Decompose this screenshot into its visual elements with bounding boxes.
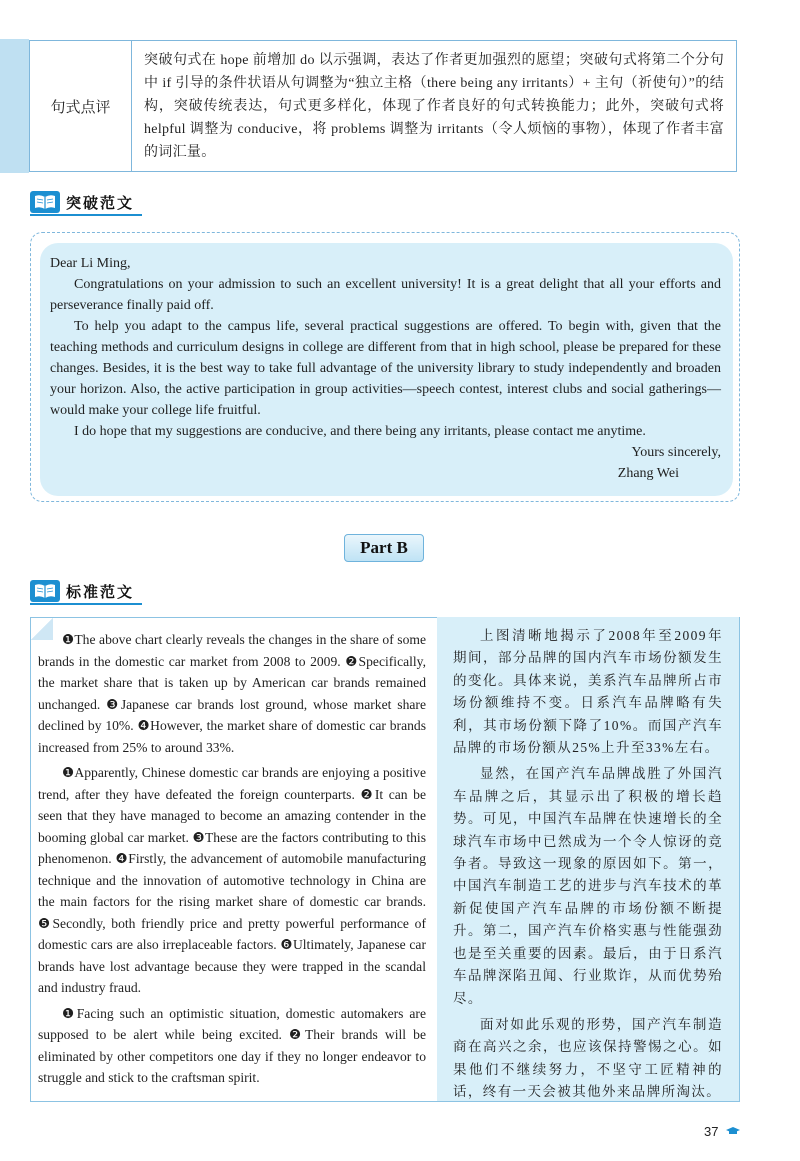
english-paragraph-3: ❶Facing such an optimistic situation, domestic automakers are supposed to be alert while being excited. ❷Their brands will be eliminated by other competitors one day if they no longer endeavor to struggle and stick to the craftsman spirit. [38, 1005, 426, 1085]
heading-underline [30, 603, 142, 605]
open-book-icon [30, 191, 60, 213]
chinese-translation [437, 617, 739, 1101]
chinese-paragraph-3: 面对如此乐观的形势，国产汽车制造商在高兴之余，也应该保持警惕之心。如果他们不继续努力，不坚守工匠精神的话，终有一天会被其他外来品牌所淘汰。 [453, 1016, 723, 1100]
section-heading-breakthrough [30, 189, 134, 215]
letter-signature: Zhang Wei [617, 466, 679, 481]
letter-paragraph-2: To help you adapt to the campus life, several practical suggestions are offered. To begin with, given that the teaching methods and curriculum designs in college are different from that in high school, please be prepared for these changes. Besides, it is the best way to take full advantage of the university library to study independently and broaden your horizon. Also, the active participation in group activities—speech contest, interest clubs and social gatherings—would make your college life fruitful. [50, 319, 721, 418]
open-book-icon [30, 580, 60, 602]
letter-salutation: Dear Li Ming, [50, 256, 131, 271]
chinese-paragraph-1: 上图清晰地揭示了2008年至2009年期间，部分品牌的国内汽车市场份额发生的变化。具体来说，美系汽车品牌所占市场份额维持不变。日系汽车品牌略有失利，其市场份额下降了10%。而国产汽车品牌的市场份额从25%上升至33%左右。 [453, 628, 723, 756]
letter-closing: Yours sincerely, [631, 445, 721, 460]
part-b-badge: Part B [344, 534, 424, 562]
review-label: 句式点评 [30, 41, 132, 171]
model-letter [40, 243, 733, 496]
review-text: 突破句式在 hope 前增加 do 以示强调，表达了作者更加强烈的愿望；突破句式将第二个分句中 if 引导的条件状语从句调整为“独立主格（there being any irritants）+ 主句（祈使句）”的结构，突破传统表达，句式更多样化，体现了作者良好的句式转换能力；此外，突破句式将 helpful 调整为 conducive，将 problems 调整为 irritants（令人烦恼的事物），体现了作者丰富的词汇量。 [144, 53, 724, 160]
english-paragraph-1: ❶The above chart clearly reveals the changes in the share of some brands in the domestic car market from 2008 to 2009. ❷Specifically, the market share that is taken up by American car brands remained unchanged. ❸Japanese car brands lost ground, whose market share declined by 10%. ❹However, the market share of domestic car brands increased from 25% to around 33%. [38, 632, 426, 755]
sentence-review-table [29, 40, 737, 172]
heading-underline [30, 214, 142, 216]
letter-paragraph-3: I do hope that my suggestions are conducive, and there being any irritants, please contact me anytime. [74, 424, 646, 439]
letter-paragraph-1: Congratulations on your admission to such an excellent university! It is a great delight that all your efforts and perseverance finally paid off. [50, 277, 721, 313]
english-paragraph-2: ❶Apparently, Chinese domestic car brands are enjoying a positive trend, after they have defeated the foreign counterparts. ❷It can be seen that they have managed to become an amazing contender in the booming global car market. ❸These are the factors contributing to this phenomenon. ❹Firstly, the advancement of automobile manufacturing technique and the innovation of automotive technology in China are the main factors for the rising market share of domestic car brands. ❺Secondly, both friendly price and pretty powerful performance of domestic cars are also irreplaceable factors. ❻Ultimately, Japanese car brands have lost advantage because they were trapped in the scandal and industry fraud. [38, 765, 426, 995]
table-side-strip [0, 39, 29, 173]
section-heading-standard [30, 578, 134, 604]
graduation-cap-icon [726, 1127, 740, 1135]
page-number: 37 [704, 1124, 719, 1139]
chinese-paragraph-2: 显然，在国产汽车品牌战胜了外国汽车品牌之后，其显示出了积极的增长趋势。可见，中国汽车品牌在快速增长的全球汽车市场中已然成为一个令人惊讶的竞争者。导致这一现象的原因如下。第一，中国汽车制造工艺的进步与汽车技术的革新促使国产汽车品牌的市场份额不断提升。第二，国产汽车价格实惠与性能强劲也是至关重要的因素。最后，由于日系汽车品牌深陷丑闻、行业欺诈，从而优势殆尽。 [453, 766, 723, 1006]
section-title: 突破范文 [66, 193, 135, 212]
section-title: 标准范文 [66, 582, 135, 601]
english-essay [38, 629, 426, 1089]
